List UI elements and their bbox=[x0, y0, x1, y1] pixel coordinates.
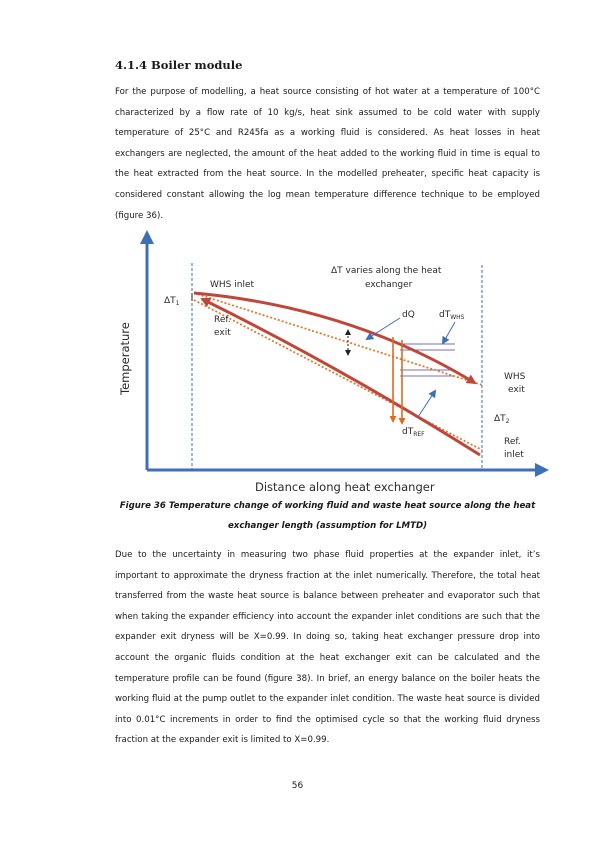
caption-line-2: exchanger length (assumption for LMTD) bbox=[227, 521, 428, 531]
paragraph-1: For the purpose of modelling, a heat source consisting of hot water at a temperature of 100°C characterized by a flow rate of 10 kg/s, heat sink assumed to be cold water with supply temperature of 25°C and R245fa as a working fluid is considered. As heat losses in heat exchangers are neglected, the amount of the heat added to the working fluid in time is equal to the heat extracted from the heat source. In the modelled preheater, specific heat capacity is considered constant allowing the log mean temperature difference technique to be employed (figure 36). bbox=[115, 87, 540, 221]
section-heading: 4.1.4 Boiler module bbox=[115, 58, 243, 72]
dtwhs-pointer bbox=[443, 322, 455, 343]
whs-inlet-label: WHS inlet bbox=[210, 280, 255, 290]
ref-exit-label-1: Ref. bbox=[214, 315, 231, 325]
figure-36 bbox=[110, 225, 552, 495]
delta-t1-label: $\Delta T_1$ bbox=[164, 296, 180, 307]
varies-label-1: ΔT varies along the heat bbox=[331, 266, 442, 276]
ref-inlet-label-2: inlet bbox=[504, 450, 524, 460]
figure-caption bbox=[115, 496, 540, 536]
ref-inlet-label-1: Ref. bbox=[504, 437, 521, 447]
ref-exit-label-2: exit bbox=[214, 328, 231, 338]
dt-ref-label: $dT_{REF}$ bbox=[402, 427, 425, 438]
y-axis-label: Temperature bbox=[118, 322, 132, 395]
delta-t2-label: $\Delta T_2$ bbox=[494, 414, 510, 425]
dt-whs-label: $dT_{WHS}$ bbox=[439, 310, 465, 321]
varies-label-2: exchanger bbox=[365, 280, 413, 290]
whs-exit-label-1: WHS bbox=[504, 372, 526, 382]
paragraph-2: Due to the uncertainty in measuring two phase fluid properties at the expander inlet, it’s important to approximate the dryness fraction at the inlet numerically. Therefore, the total heat transferred from the waste heat source is balance between preheater and evaporator such that when taking the expander efficiency into account the expander inlet conditions are such that the expander exit dryness will be X=0.99. In doing so, taking heat exchanger pressure drop into account the organic fluids condition at the heat exchanger exit can be calculated and the temperature profile can be found (figure 38). In brief, an energy balance on the boiler heats the working fluid at the pump outlet to the expander inlet condition. The waste heat source is divided into 0.01°C increments in order to find the optimised cycle so that the working fluid dryness fraction at the expander exit is limited to X=0.99. bbox=[115, 550, 540, 746]
page-number: 56 bbox=[291, 781, 304, 791]
whs-exit-label-2: exit bbox=[508, 385, 525, 395]
delta-t-arrow-head-down bbox=[345, 350, 351, 356]
x-axis-label: Distance along heat exchanger bbox=[255, 480, 435, 494]
caption-line-1: Figure 36 Temperature change of working fluid and waste heat source along the heat bbox=[119, 501, 536, 511]
dq-label: dQ bbox=[402, 310, 415, 320]
dtref-pointer bbox=[418, 391, 435, 417]
delta-t-arrow-head-up bbox=[345, 329, 351, 335]
